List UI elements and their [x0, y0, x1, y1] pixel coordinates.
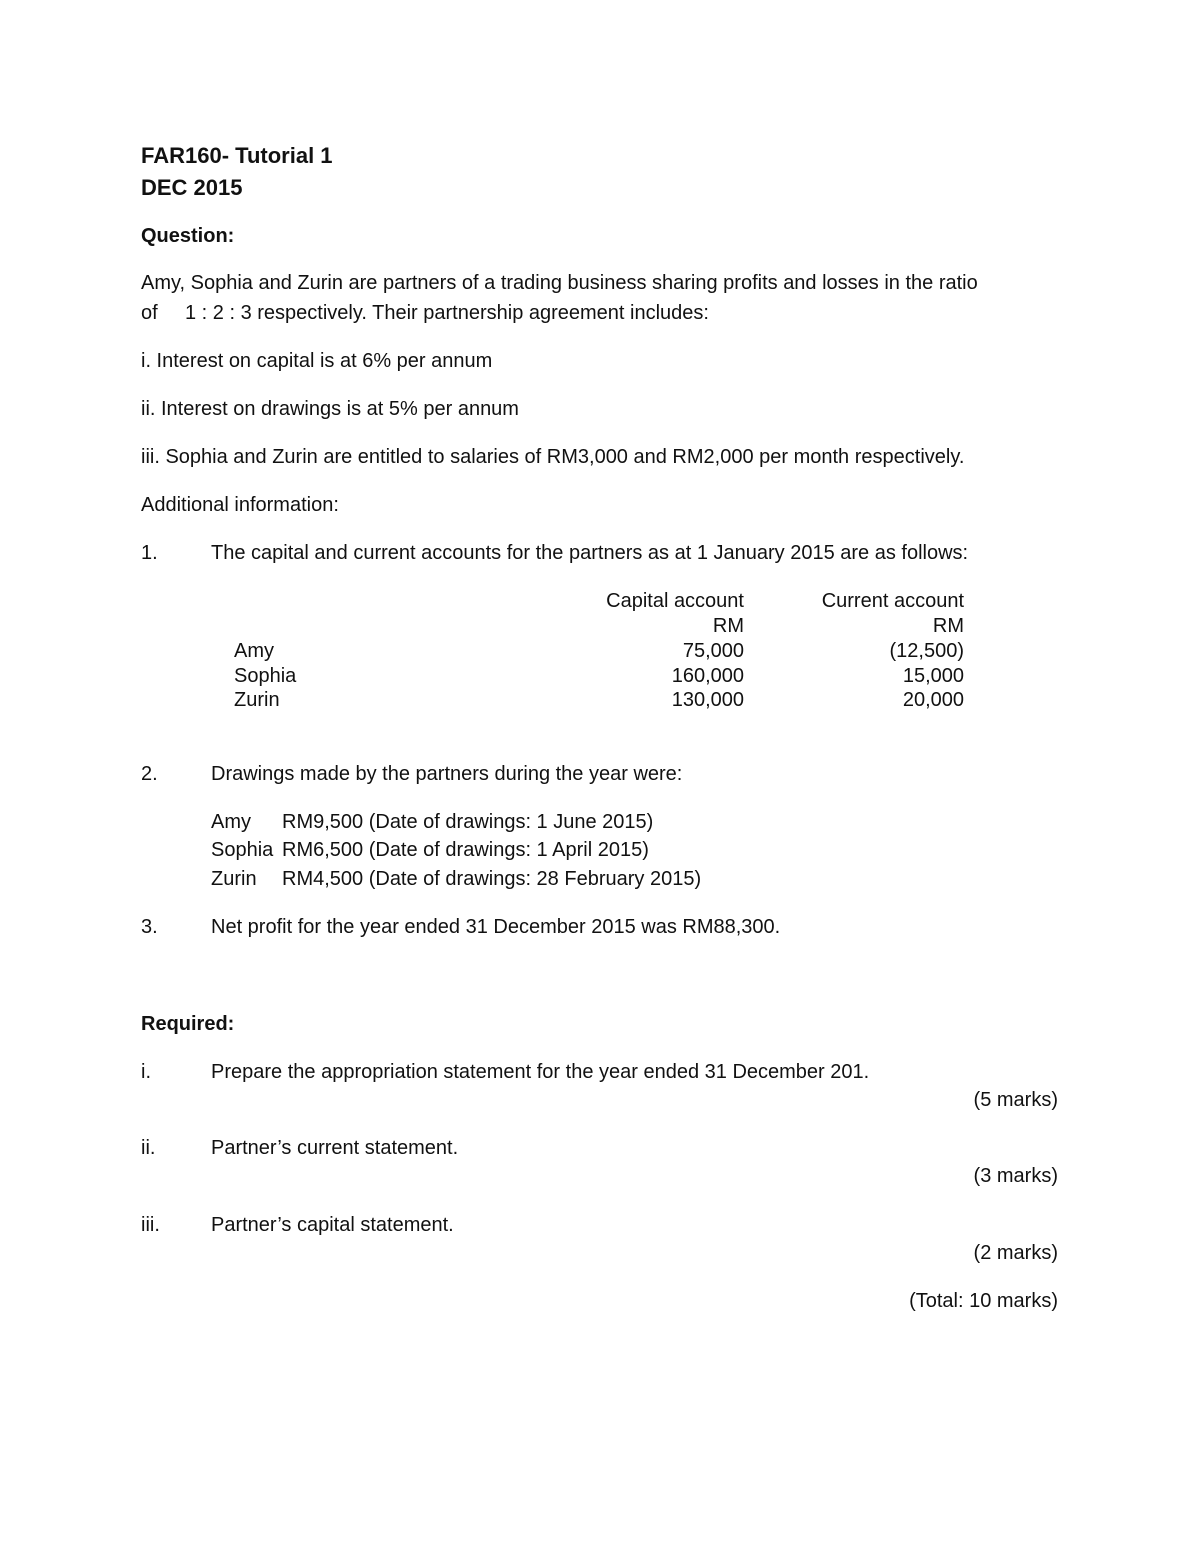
question-intro-line1: Amy, Sophia and Zurin are partners of a trading business sharing profits and losses in the ratio — [141, 272, 978, 294]
column-unit-current: RM — [932, 615, 964, 637]
total-marks: (Total: 10 marks) — [909, 1290, 1058, 1312]
capital-value: 130,000 — [671, 689, 744, 711]
required-text: Partner’s capital statement. — [211, 1214, 454, 1236]
info-number: 3. — [141, 916, 158, 938]
drawing-partner: Sophia — [211, 839, 274, 861]
capital-value: 160,000 — [671, 665, 744, 687]
term-item: ii. Interest on drawings is at 5% per annum — [141, 398, 519, 420]
term-item: iii. Sophia and Zurin are entitled to salaries of RM3,000 and RM2,000 per month respectively. — [141, 446, 965, 468]
required-marks: (3 marks) — [973, 1165, 1058, 1187]
partner-name: Sophia — [234, 665, 297, 687]
required-number: iii. — [141, 1214, 160, 1236]
current-value: 15,000 — [902, 665, 964, 687]
required-number: i. — [141, 1061, 151, 1083]
question-intro-of: of — [141, 302, 158, 324]
partner-name: Amy — [234, 640, 274, 662]
info-text: Net profit for the year ended 31 December 2015 was RM88,300. — [211, 916, 781, 938]
current-value: 20,000 — [902, 689, 964, 711]
drawing-detail: RM4,500 (Date of drawings: 28 February 2015) — [282, 868, 702, 890]
required-marks: (2 marks) — [973, 1242, 1058, 1264]
drawing-detail: RM9,500 (Date of drawings: 1 June 2015) — [282, 811, 654, 833]
drawing-detail: RM6,500 (Date of drawings: 1 April 2015) — [282, 839, 649, 861]
additional-info-heading: Additional information: — [141, 494, 339, 516]
column-header-capital: Capital account — [606, 590, 744, 612]
info-number: 1. — [141, 542, 158, 564]
current-value: (12,500) — [889, 640, 964, 662]
drawing-partner: Amy — [211, 811, 251, 833]
required-number: ii. — [141, 1137, 156, 1159]
session-label: DEC 2015 — [141, 175, 243, 200]
question-heading: Question: — [141, 225, 235, 247]
required-text: Partner’s current statement. — [211, 1137, 459, 1159]
partner-name: Zurin — [234, 689, 280, 711]
required-marks: (5 marks) — [973, 1089, 1058, 1111]
column-header-current: Current account — [821, 590, 964, 612]
required-heading: Required: — [141, 1013, 235, 1035]
info-text: The capital and current accounts for the partners as at 1 January 2015 are as follows: — [211, 542, 969, 564]
column-unit-capital: RM — [712, 615, 744, 637]
drawing-partner: Zurin — [211, 868, 257, 890]
term-item: i. Interest on capital is at 6% per annum — [141, 350, 493, 372]
required-text: Prepare the appropriation statement for the year ended 31 December 201. — [211, 1061, 870, 1083]
info-number: 2. — [141, 763, 158, 785]
capital-value: 75,000 — [682, 640, 744, 662]
question-intro-line2: 1 : 2 : 3 respectively. Their partnership agreement includes: — [185, 302, 709, 324]
course-title: FAR160- Tutorial 1 — [141, 143, 333, 168]
info-text: Drawings made by the partners during the year were: — [211, 763, 683, 785]
